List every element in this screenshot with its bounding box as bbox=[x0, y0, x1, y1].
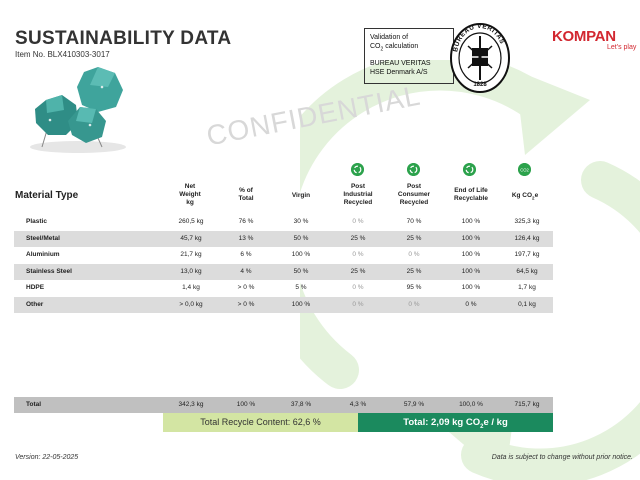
cell-pir: 0 % bbox=[352, 284, 364, 291]
table-row bbox=[14, 264, 553, 280]
cell-virgin: 30 % bbox=[293, 218, 309, 225]
material-name: Other bbox=[26, 301, 44, 308]
page-title: SUSTAINABILITY DATA bbox=[15, 28, 232, 49]
total-pct: 100 % bbox=[236, 401, 256, 408]
cell-virgin: 50 % bbox=[293, 235, 309, 242]
header-post-industrial: Post Industrial Recycled bbox=[343, 183, 373, 206]
header-pct-total: % of Total bbox=[238, 187, 254, 202]
validation-org2: HSE Denmark A/S bbox=[370, 69, 428, 77]
header-virgin: Virgin bbox=[291, 192, 311, 199]
cell-pcr: 0 % bbox=[408, 301, 420, 308]
disclaimer-text: Data is subject to change without prior notice. bbox=[491, 454, 633, 461]
recycle-icon bbox=[407, 163, 420, 176]
cell-pct: 6 % bbox=[240, 251, 252, 258]
cell-pcr: 25 % bbox=[406, 235, 422, 242]
table-row bbox=[14, 231, 553, 247]
cell-pct: 4 % bbox=[240, 268, 252, 275]
validation-line2: $CO_2$ calculation bbox=[370, 43, 419, 53]
validation-box bbox=[364, 28, 454, 84]
total-pcr: 57,9 % bbox=[403, 401, 425, 408]
cell-co2: 64,5 kg bbox=[516, 268, 538, 275]
svg-text:CO2: CO2 bbox=[520, 167, 529, 173]
cell-virgin: 100 % bbox=[291, 301, 311, 308]
total-pir: 4,3 % bbox=[349, 401, 367, 408]
total-recycle-content: Total Recycle Content: 62,6 % bbox=[163, 413, 358, 432]
table-row bbox=[14, 297, 553, 313]
cell-weight: 1,4 kg bbox=[182, 284, 200, 291]
material-name: Stainless Steel bbox=[26, 268, 72, 275]
validation-line1: Validation of bbox=[370, 34, 409, 41]
recycle-icon bbox=[351, 163, 364, 176]
kompan-tagline: Let's play bbox=[607, 44, 637, 51]
total-weight: 342,3 kg bbox=[178, 401, 204, 408]
material-name: HDPE bbox=[26, 284, 45, 291]
cell-co2: 0,1 kg bbox=[518, 301, 536, 308]
cell-pcr: 95 % bbox=[406, 284, 422, 291]
svg-text:BUREAU VERITAS: BUREAU VERITAS bbox=[452, 22, 506, 53]
kompan-logo: KOMPAN bbox=[552, 28, 616, 45]
confidential-watermark: CONFIDENTIAL bbox=[203, 79, 424, 152]
header-kg-co2: Kg $CO_2e$ bbox=[511, 192, 539, 201]
cell-eol: 100 % bbox=[461, 284, 481, 291]
cell-pcr: 25 % bbox=[406, 268, 422, 275]
material-name: Plastic bbox=[26, 218, 47, 225]
header-post-consumer: Post Consumer Recycled bbox=[397, 183, 431, 206]
cell-pir: 25 % bbox=[350, 235, 366, 242]
cell-pct: 76 % bbox=[238, 218, 254, 225]
table-row bbox=[14, 280, 553, 296]
bureau-veritas-seal-icon bbox=[449, 22, 511, 94]
material-name: Steel/Metal bbox=[26, 235, 60, 242]
cell-weight: > 0,0 kg bbox=[179, 301, 203, 308]
cell-pcr: 0 % bbox=[408, 251, 420, 258]
cell-eol: 100 % bbox=[461, 218, 481, 225]
header-end-of-life: End of Life Recyclable bbox=[454, 187, 488, 202]
cell-pir: 0 % bbox=[352, 218, 364, 225]
cell-pct: 13 % bbox=[238, 235, 254, 242]
material-name: Aluminium bbox=[26, 251, 60, 258]
total-eol: 100,0 % bbox=[459, 401, 483, 408]
total-label: Total bbox=[26, 401, 42, 408]
total-virgin: 37,8 % bbox=[290, 401, 312, 408]
cell-pct: > 0 % bbox=[237, 301, 255, 308]
cell-eol: 100 % bbox=[461, 251, 481, 258]
cell-co2: 1,7 kg bbox=[518, 284, 536, 291]
cell-virgin: 5 % bbox=[295, 284, 307, 291]
cell-weight: 21,7 kg bbox=[180, 251, 202, 258]
cell-co2: 197,7 kg bbox=[514, 251, 540, 258]
cell-pcr: 70 % bbox=[406, 218, 422, 225]
cell-pct: > 0 % bbox=[237, 284, 255, 291]
total-row bbox=[14, 397, 553, 413]
version-text: Version: 22-05-2025 bbox=[15, 454, 79, 461]
cell-pir: 25 % bbox=[350, 268, 366, 275]
cell-weight: 13,0 kg bbox=[180, 268, 202, 275]
cell-pir: 0 % bbox=[352, 251, 364, 258]
validation-org1: BUREAU VERITAS bbox=[370, 60, 431, 68]
cell-virgin: 50 % bbox=[293, 268, 309, 275]
svg-text:1828: 1828 bbox=[473, 82, 487, 88]
cell-eol: 100 % bbox=[461, 268, 481, 275]
item-number: Item No. BLX410303-3017 bbox=[15, 50, 110, 59]
recycle-icon bbox=[463, 163, 476, 176]
cell-virgin: 100 % bbox=[291, 251, 311, 258]
header-net-weight: Net Weight kg bbox=[179, 183, 201, 206]
cell-co2: 126,4 kg bbox=[514, 235, 540, 242]
cell-eol: 0 % bbox=[465, 301, 477, 308]
cell-weight: 260,5 kg bbox=[178, 218, 204, 225]
cell-pir: 0 % bbox=[352, 301, 364, 308]
material-type-header: Material Type bbox=[15, 190, 79, 201]
cell-weight: 45,7 kg bbox=[180, 235, 202, 242]
cell-eol: 100 % bbox=[461, 235, 481, 242]
total-co2: 715,7 kg bbox=[514, 401, 540, 408]
product-image bbox=[20, 65, 130, 160]
table-row bbox=[14, 247, 553, 263]
total-co2-per-kg: Total: 2,09 kg $CO_2e$ / kg bbox=[358, 413, 553, 432]
cell-co2: 325,3 kg bbox=[514, 218, 540, 225]
table-row bbox=[14, 214, 553, 230]
co2-icon bbox=[518, 163, 531, 176]
